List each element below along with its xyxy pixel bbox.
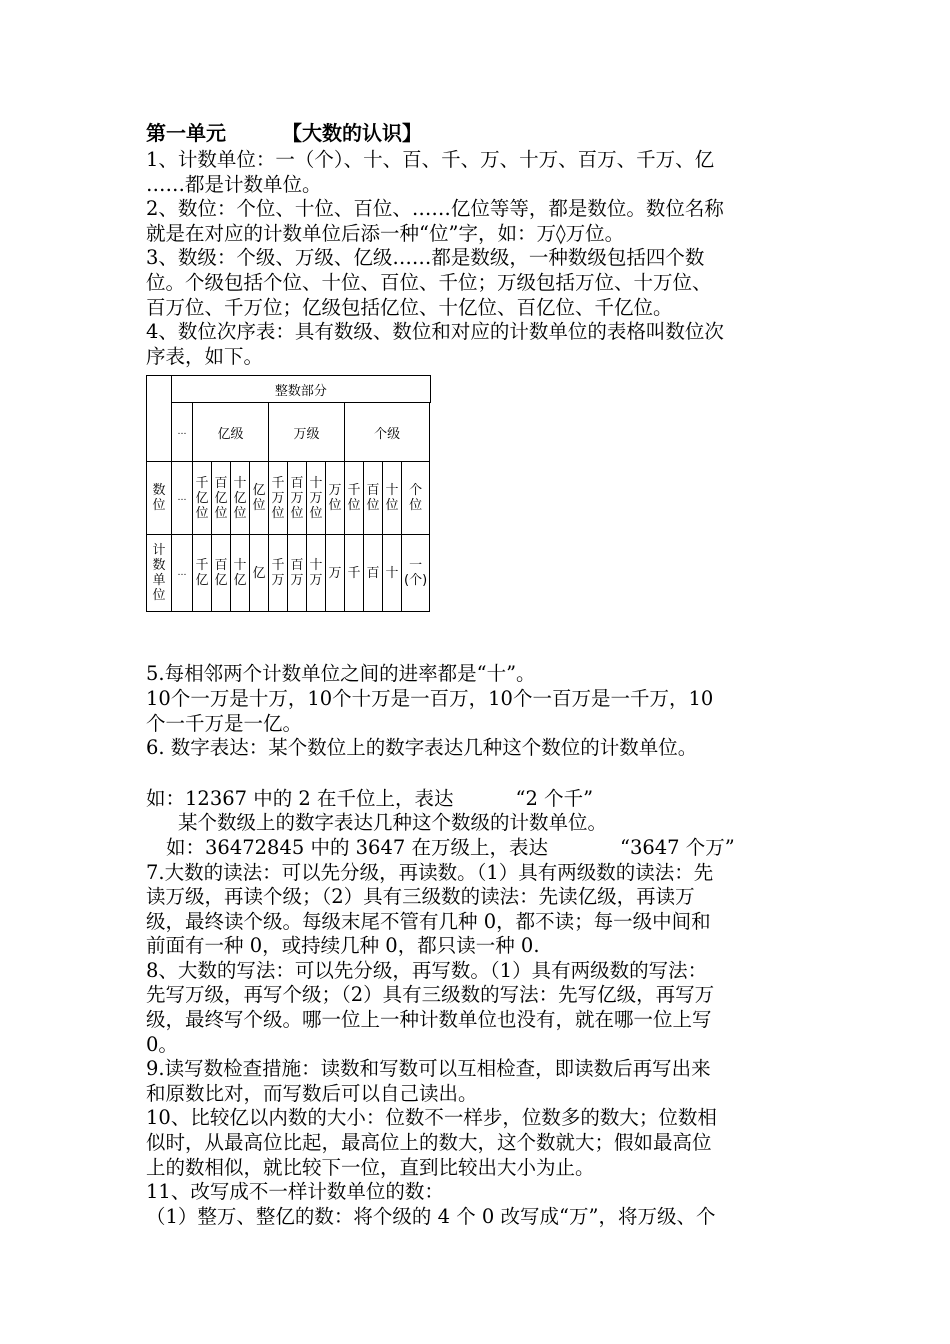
digit-cell: 千位: [345, 462, 364, 535]
paragraph-line: 10、比较亿以内数的大小：位数不一样步，位数多的数大；位数相: [146, 1106, 717, 1130]
unit-cell: 亿: [250, 535, 269, 612]
example-line: [146, 787, 811, 812]
unit-cell: 百亿: [212, 535, 231, 612]
ellipsis-cell: …: [172, 462, 193, 535]
paragraph-line: 某个数级上的数字表达几种这个数级的计数单位。: [178, 811, 608, 835]
unit-cell: 千: [345, 535, 364, 612]
example-text: 如：12367 中的 2 在千位上，表达: [146, 786, 454, 810]
digit-cell: 亿位: [250, 462, 269, 535]
paragraph-line: 4、数位次序表：具有数级、数位和对应的计数单位的表格叫数位次: [146, 320, 724, 344]
paragraph-line: 3、数级：个级、万级、亿级……都是数级，一种数级包括四个数: [146, 246, 705, 270]
unit-cell: 十万: [307, 535, 326, 612]
ellipsis-cell: …: [172, 535, 193, 612]
paragraph-line: 序表，如下。: [146, 344, 264, 368]
unit-cell: 十: [383, 535, 402, 612]
unit-topic: 【大数的认识】: [282, 121, 422, 145]
unit-cell: 千万: [269, 535, 288, 612]
paragraph-line: 百万位、千万位；亿级包括亿位、十亿位、百亿位、千亿位。: [146, 295, 673, 319]
digit-cell: 十亿位: [231, 462, 250, 535]
paragraph-line: 前面有一种 0，或持续几种 0，都只读一种 0.: [146, 934, 540, 958]
paragraph-line: ……都是计数单位。: [146, 172, 322, 196]
digit-cell: 千万位: [269, 462, 288, 535]
level-yi: 亿级: [193, 403, 269, 462]
example-quote: “3647 个万”: [619, 835, 735, 859]
paragraph-line: 级，最终读个级。每级末尾不管有几种 0，都不读；每一级中间和: [146, 909, 711, 933]
digit-cell: 万位: [326, 462, 345, 535]
example-line: [146, 836, 811, 861]
paragraph-line: 先写万级，再写个级；（2）具有三级数的写法：先写亿级，再写万: [146, 983, 715, 1007]
digit-cell: 十位: [383, 462, 402, 535]
digit-cell: 个位: [402, 462, 430, 535]
paragraph-line: 11、改写成不一样计数单位的数：: [146, 1180, 444, 1204]
unit-label: 第一单元: [146, 121, 226, 145]
digit-cell: 千亿位: [193, 462, 212, 535]
paragraph-line: 9.读写数检查措施：读数和写数可以互相检查，即读数后再写出来: [146, 1057, 711, 1081]
paragraph-line: 位。个级包括个位、十位、百位、千位；万级包括万位、十万位、: [146, 270, 712, 294]
paragraph-line: 1、计数单位：一（个）、十、百、千、万、十万、百万、千万、亿: [146, 148, 715, 171]
digit-cell: 百万位: [288, 462, 307, 535]
digit-cell: 百位: [364, 462, 383, 535]
paragraph-line: 7.大数的读法：可以先分级，再读数。（1）具有两级数的读法：先: [146, 860, 714, 884]
paragraph-line: 6. 数字表达：某个数位上的数字表达几种这个数位的计数单位。: [146, 736, 698, 760]
corner-cell: [147, 376, 172, 462]
unit-cell: 千亿: [193, 535, 212, 612]
example-text: 如：36472845 中的 3647 在万级上，表达: [166, 835, 548, 859]
place-value-table: [146, 375, 431, 612]
level-wan: 万级: [269, 403, 345, 462]
unit-cell: 万: [326, 535, 345, 612]
digit-cell: 百亿位: [212, 462, 231, 535]
paragraph-line: 10个一万是十万，10个十万是一百万，10个一百万是一千万，10: [146, 686, 714, 710]
row-label-units: 计数单位: [147, 535, 172, 612]
paragraph-line: 上的数相似，就比较下一位，直到比较出大小为止。: [146, 1155, 595, 1179]
table-header: 整数部分: [172, 376, 431, 403]
row-label-digits: 数位: [147, 462, 172, 535]
paragraph-line: （1）整万、整亿的数：将个级的 4 个 0 改写成“万”，将万级、个: [146, 1204, 716, 1228]
document-page: [146, 120, 811, 1229]
ellipsis-cell: …: [172, 403, 193, 462]
unit-title: [146, 120, 811, 148]
paragraph-line: 个一千万是一亿。: [146, 711, 303, 735]
paragraph-line: 5.每相邻两个计数单位之间的进率都是“十”。: [146, 662, 536, 686]
example-quote: “2 个千”: [515, 786, 594, 810]
unit-cell: 十亿: [231, 535, 250, 612]
paragraph-line: 级，最终写个级。哪一位上一种计数单位也没有，就在哪一位上写: [146, 1008, 712, 1032]
unit-cell: 一(个): [402, 535, 430, 612]
paragraph-line: 8、大数的写法：可以先分级，再写数。（1）具有两级数的写法：: [146, 958, 708, 982]
paragraph-line: 就是在对应的计数单位后添一种“位”字，如：万◊万位。: [146, 221, 625, 245]
paragraph-line: 2、数位：个位、十位、百位、……亿位等等，都是数位。数位名称: [146, 197, 724, 221]
paragraph-line: 和原数比对，而写数后可以自己读出。: [146, 1081, 478, 1105]
digit-cell: 十万位: [307, 462, 326, 535]
unit-cell: 百万: [288, 535, 307, 612]
unit-cell: 百: [364, 535, 383, 612]
paragraph-line: 读万级，再读个级；（2）具有三级数的读法：先读亿级，再读万: [146, 885, 695, 909]
paragraph-line: 似时，从最高位比起，最高位上的数大，这个数就大；假如最高位: [146, 1131, 712, 1155]
level-ge: 个级: [345, 403, 430, 462]
paragraph-line: 0。: [146, 1032, 178, 1056]
